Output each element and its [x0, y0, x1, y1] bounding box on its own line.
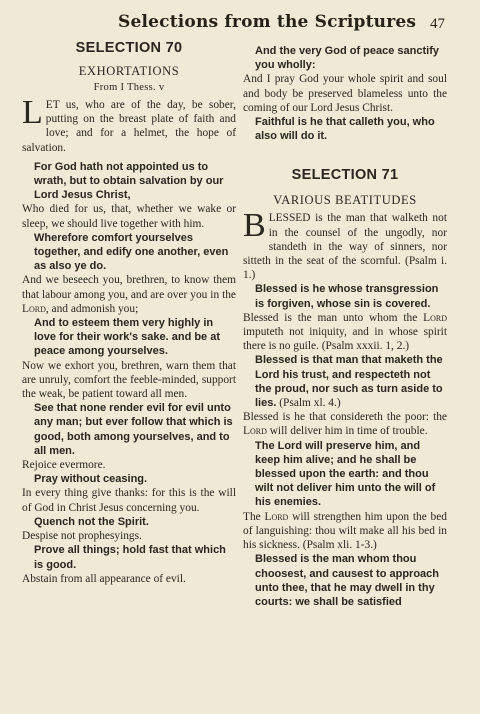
verse-text: Blessed is the man unto whom the — [243, 311, 424, 324]
selection-70-heading: SELECTION 70 — [75, 40, 183, 56]
verse-reader — [243, 410, 447, 438]
verse-reader — [243, 207, 447, 282]
drop-cap: B — [243, 207, 266, 245]
verse-response: For God hath not appointed us to wrath, but to obtain salvation by our Lord Jesus Christ, — [34, 160, 224, 202]
verse-text: will deliver him in time of trouble. — [266, 425, 428, 438]
selection-70-source: From I Thess. v — [93, 82, 165, 93]
right-column — [243, 44, 447, 609]
verse-text: will strengthen him upon the bed of languishing: thou wilt make all his bed in his sickness. (Psalm xli. 1-3.) — [243, 510, 447, 552]
verse-response: Pray without ceasing. — [34, 473, 148, 486]
verse-response: And the very God of peace sanctify you wholly: — [255, 45, 439, 72]
verse-reader: And I pray God your whole spirit and soul and body be preserved blameless unto the coming of our Lord Jesus Christ. — [243, 73, 447, 114]
verse-response: And to esteem them very highly in love for their work's sake. and be at peace among yourselves. — [34, 317, 221, 358]
verse-text: Blessed is that man that maketh the Lord his trust, and respecteth not the proud, nor such as turn aside to lies. — [255, 354, 443, 410]
verse-reader — [243, 510, 447, 553]
verse-text: LESSED is the man that walketh not in the counsel of the ungodly, nor standeth in the way of sinners, nor sitteth in the seat of the scornful. (Psalm i. 1.) — [243, 212, 447, 282]
verse-response: Quench not the Spirit. — [34, 515, 149, 528]
verse-reference: (Psalm xl. 4.) — [276, 397, 341, 410]
verse-text: imputeth not iniquity, and in whose spirit there is no guile. (Psalm xxxii. 1, 2.) — [243, 326, 447, 353]
page-number: 47 — [430, 16, 445, 32]
verse-reader: Abstain from all appearance of evil. — [22, 572, 186, 585]
verse-response: The Lord will preserve him, and keep him alive; and he shall be blessed upon the earth: and thou wilt not deliver him unto the will of his enemies. — [255, 439, 436, 509]
verse-response: Faithful is he that calleth you, who also will do it. — [255, 116, 435, 143]
verse-reader — [22, 273, 236, 316]
verse-reader: In every thing give thanks: for this is the will of God in Christ Jesus concerning you. — [22, 487, 236, 514]
verse-text: , and admonish you; — [45, 302, 139, 315]
verse-response: Blessed is he whose transgression is forgiven, whose sin is covered. — [255, 283, 439, 310]
left-column — [22, 40, 236, 586]
verse-response: Prove all things; hold fast that which is good. — [34, 544, 226, 571]
lord-small-caps: Lord — [423, 311, 447, 324]
verse-reader: Who died for us, that, whether we wake or sleep, we should live together with him. — [22, 203, 236, 230]
verse-reader: Rejoice evermore. — [22, 459, 106, 472]
verse-response: Wherefore comfort yourselves together, and edify one another, even as also ye do. — [34, 231, 229, 273]
verse-response: Blessed is the man whom thou choosest, and causest to approach unto thee, that he may dwell in thy courts: we shall be satisfied — [255, 553, 439, 608]
lord-small-caps: Lord — [243, 425, 267, 438]
verse-reader — [22, 94, 236, 155]
verse-text: And we beseech you, brethren, to know them that labour among you, and are over you in the — [22, 274, 236, 301]
verse-reader — [243, 311, 447, 354]
lord-small-caps: Lord — [264, 510, 289, 523]
running-header-title: Selections from the Scriptures — [118, 12, 417, 32]
verse-reader: Despise not prophesyings. — [22, 530, 142, 543]
verse-reader: Now we exhort you, brethren, warn them that are unruly, comfort the feeble-minded, support the weak, be patient toward all men. — [22, 359, 236, 401]
lord-small-caps: Lord — [22, 302, 46, 315]
selection-71-heading: SELECTION 71 — [291, 167, 399, 184]
verse-text: ET us, who are of the day, be sober, putting on the breast plate of faith and love; and for a helmet, the hope of salvation. — [22, 99, 236, 154]
verse-response — [243, 353, 447, 410]
verse-text: The — [243, 510, 265, 523]
selection-70-subheading: EXHORTATIONS — [78, 64, 180, 78]
selection-71-subheading: VARIOUS BEATITUDES — [273, 193, 417, 208]
verse-response: See that none render evil for evil unto any man; but ever follow that which is good, both among yourselves, and to all men. — [34, 402, 233, 457]
drop-cap: L — [22, 94, 43, 131]
verse-text: Blessed is he that considereth the poor: the — [243, 411, 447, 424]
